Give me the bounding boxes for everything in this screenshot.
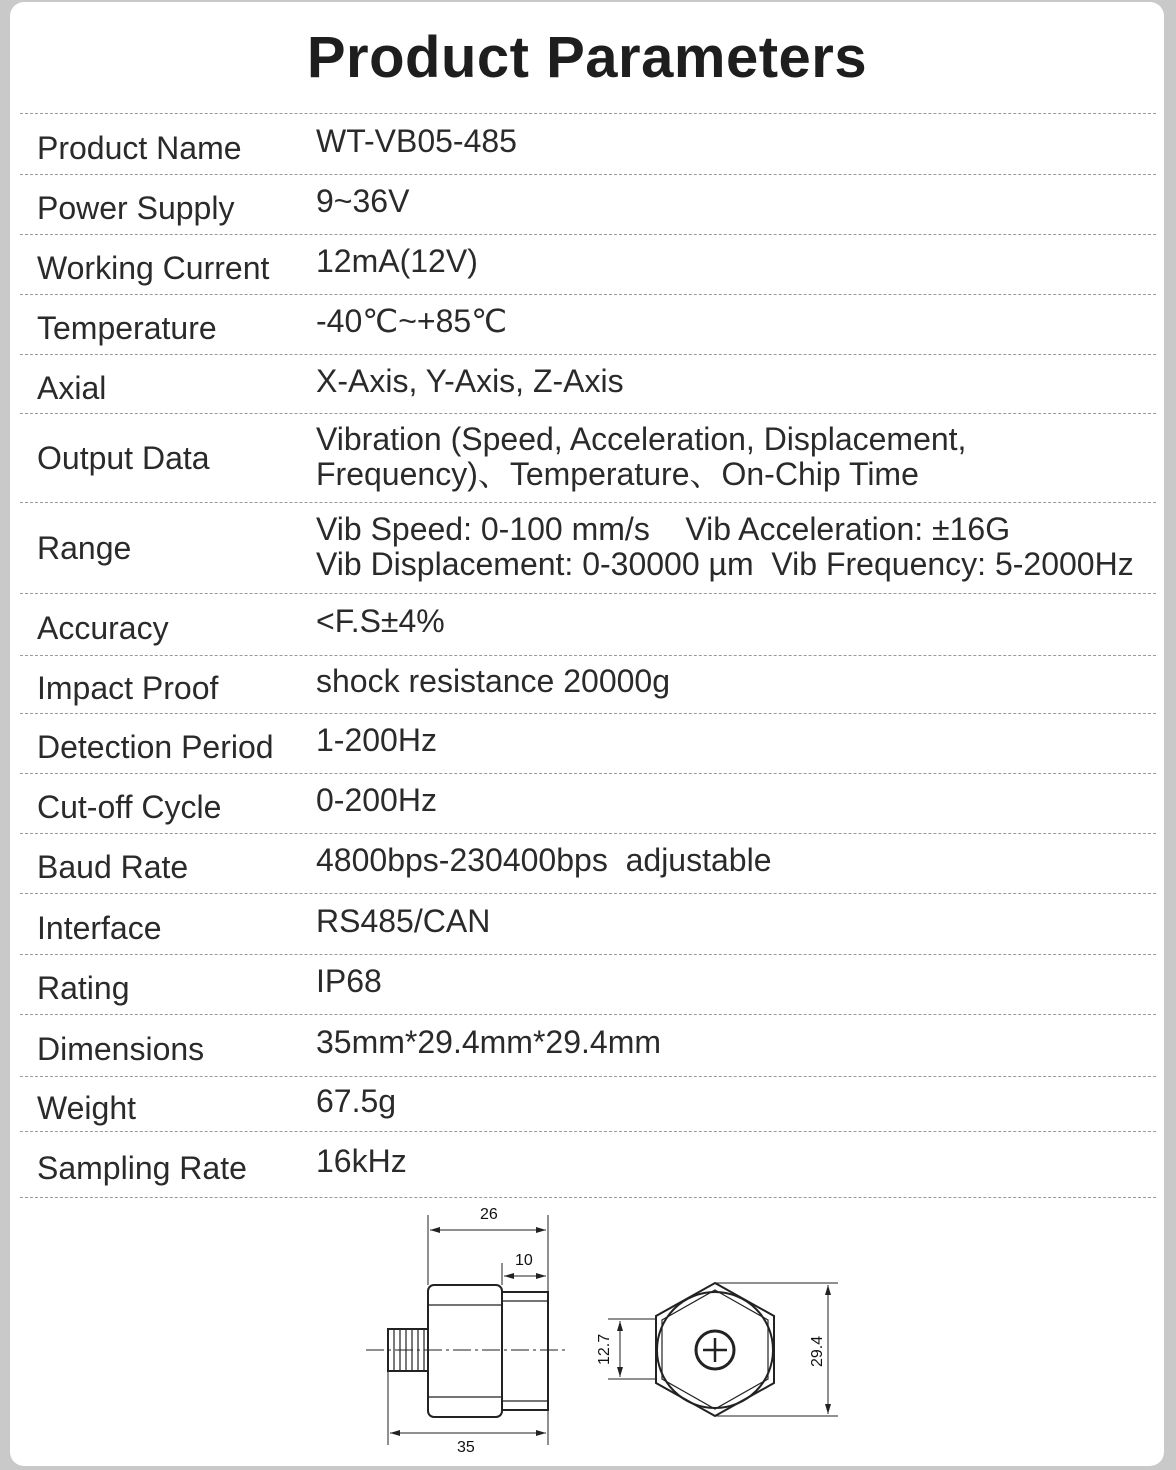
param-value xyxy=(316,964,1156,999)
param-label: Sampling Rate xyxy=(37,1150,247,1186)
param-value xyxy=(316,184,1156,219)
param-label: Working Current xyxy=(37,250,270,286)
table-row xyxy=(20,235,1156,295)
param-label: Axial xyxy=(37,369,107,406)
param-value xyxy=(316,783,1156,818)
hex-cap xyxy=(502,1292,548,1410)
param-label: Rating xyxy=(37,970,130,1006)
param-label: Power Supply xyxy=(37,190,235,226)
table-row xyxy=(20,894,1156,955)
param-label: Baud Rate xyxy=(37,849,189,885)
param-value xyxy=(316,124,1156,159)
param-value-line: RS485/CAN xyxy=(316,902,491,939)
table-row xyxy=(20,1015,1156,1077)
param-value xyxy=(316,723,1156,758)
table-row xyxy=(20,114,1156,175)
param-value xyxy=(316,364,1156,399)
param-value-line: 4800bps-230400bps adjustable xyxy=(316,842,772,878)
table-row xyxy=(20,955,1156,1015)
dim-29-4-label: 29.4 xyxy=(809,1335,826,1367)
param-label: Temperature xyxy=(37,310,217,346)
param-value xyxy=(316,1144,1156,1179)
param-value xyxy=(316,904,1156,939)
param-label: Detection Period xyxy=(37,729,274,765)
table-row xyxy=(20,503,1156,594)
param-label: Dimensions xyxy=(37,1031,205,1067)
param-value-line: Vibration (Speed, Acceleration, Displacement, xyxy=(316,421,967,457)
param-label: Range xyxy=(37,529,132,566)
param-value xyxy=(316,1025,1156,1060)
table-row xyxy=(20,714,1156,774)
param-value-line: X-Axis, Y-Axis, Z-Axis xyxy=(316,362,624,399)
param-label: Accuracy xyxy=(37,610,169,646)
table-row xyxy=(20,774,1156,834)
param-label: Weight xyxy=(37,1089,137,1126)
param-value-line: IP68 xyxy=(316,963,382,999)
dim-12-7-label: 12.7 xyxy=(596,1333,613,1365)
param-value-line: 9~36V xyxy=(316,183,410,219)
param-value-line: Vib Speed: 0-100 mm/s Vib Acceleration: ±16G xyxy=(316,511,1011,547)
param-label: Interface xyxy=(37,909,162,946)
param-value-line: 67.5g xyxy=(316,1082,397,1119)
param-value xyxy=(316,1084,1156,1119)
param-value-line: WT-VB05-485 xyxy=(316,122,517,159)
table-row xyxy=(20,175,1156,235)
table-row xyxy=(20,834,1156,894)
table-row xyxy=(20,656,1156,714)
table-row xyxy=(20,594,1156,656)
dim-10-label: 10 xyxy=(515,1252,533,1269)
dimension-drawing xyxy=(350,1197,850,1457)
param-value xyxy=(316,422,1156,492)
spec-card xyxy=(10,2,1164,1466)
table-row xyxy=(20,355,1156,414)
param-value-line: 12mA(12V) xyxy=(316,243,478,279)
param-label: Impact Proof xyxy=(37,670,219,706)
param-value xyxy=(316,843,1156,878)
param-value-line: 1-200Hz xyxy=(316,722,437,758)
side-view xyxy=(366,1215,568,1445)
param-value xyxy=(316,604,1156,639)
param-value xyxy=(316,664,1156,699)
param-value xyxy=(316,244,1156,279)
param-value-line: Vib Displacement: 0-30000 µm Vib Frequency: 5-2000Hz xyxy=(316,546,1134,582)
table-row xyxy=(20,1132,1156,1198)
param-value-line: shock resistance 20000g xyxy=(316,663,670,699)
param-value-line: -40℃~+85℃ xyxy=(316,303,508,339)
table-row xyxy=(20,295,1156,355)
param-label: Output Data xyxy=(37,439,210,476)
table-row xyxy=(20,1077,1156,1132)
table-row xyxy=(20,414,1156,503)
dim-35-label: 35 xyxy=(457,1439,475,1456)
page-title: Product Parameters xyxy=(306,25,868,90)
param-value xyxy=(316,304,1156,339)
param-value-line: <F.S±4% xyxy=(316,603,445,639)
param-label: Cut-off Cycle xyxy=(37,789,222,825)
param-value-line: 16kHz xyxy=(316,1143,407,1179)
param-value-line: 0-200Hz xyxy=(316,782,437,818)
param-label: Product Name xyxy=(37,129,242,166)
param-value-line: 35mm*29.4mm*29.4mm xyxy=(316,1024,661,1060)
param-value-line: Frequency)、Temperature、On-Chip Time xyxy=(316,456,919,492)
spec-table xyxy=(20,113,1156,1198)
param-value xyxy=(316,512,1156,582)
dim-26-label: 26 xyxy=(480,1206,498,1223)
front-view xyxy=(608,1283,838,1416)
